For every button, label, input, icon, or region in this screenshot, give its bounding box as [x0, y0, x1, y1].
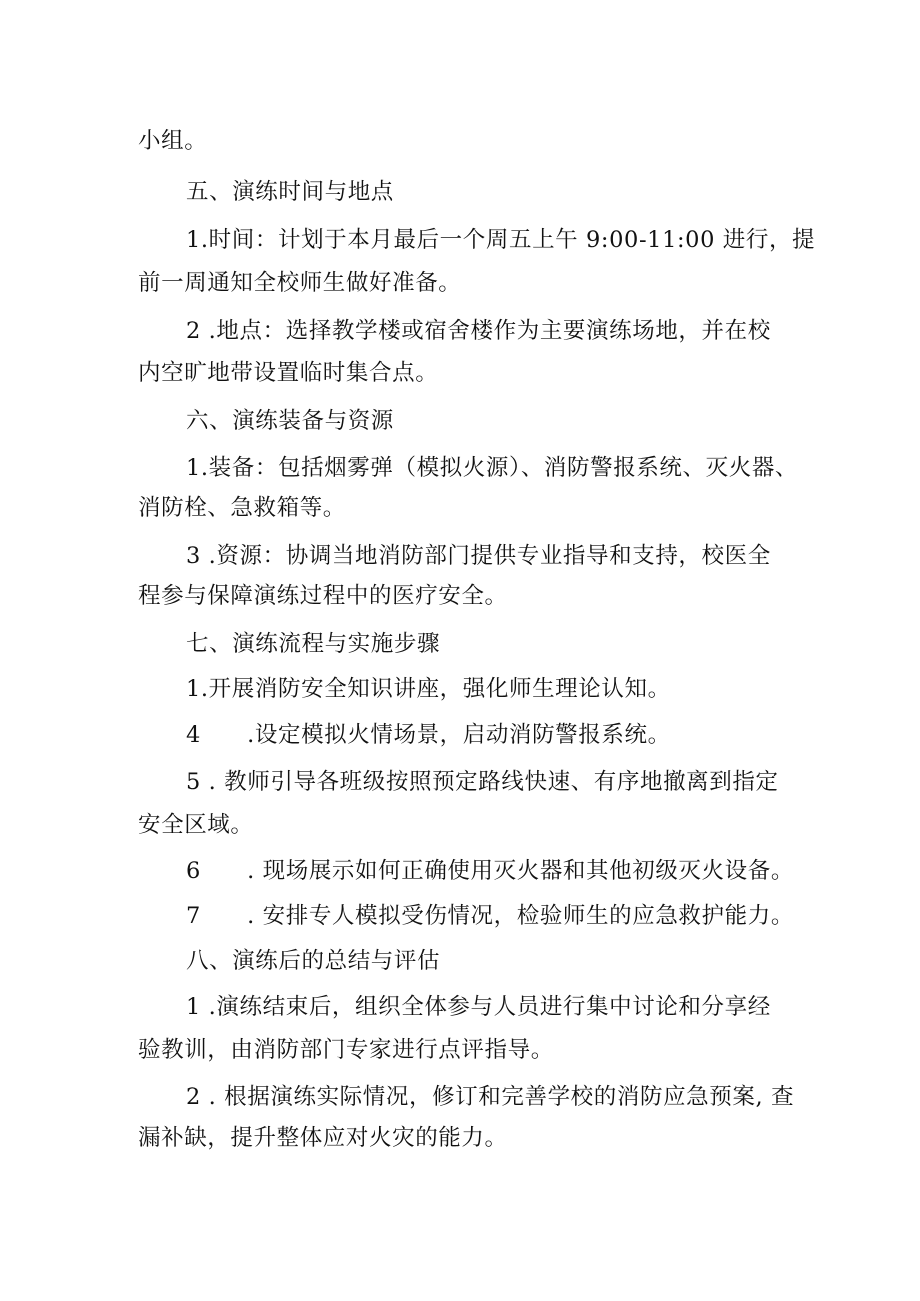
item-resources-line-1: 3 .资源：协调当地消防部门提供专业指导和支持，校医全 — [186, 543, 771, 569]
section-heading-5: 五、演练时间与地点 — [186, 179, 394, 205]
step-5-line-1: 5 . 教师引导各班级按照预定路线快速、有序地撤离到指定 — [186, 769, 779, 795]
step-7: 7 . 安排专人模拟受伤情况，检验师生的应急救护能力。 — [186, 903, 794, 929]
step-1: 1.开展消防安全知识讲座，强化师生理论认知。 — [186, 676, 671, 702]
summary-item-2-line-2: 漏补缺，提升整体应对火灾的能力。 — [138, 1125, 508, 1151]
step-6: 6 . 现场展示如何正确使用灭火器和其他初级灭火设备。 — [186, 858, 794, 884]
item-equipment-line-1: 1.装备：包括烟雾弹（模拟火源）、消防警报系统、灭火器、 — [186, 455, 799, 481]
step-5-line-2: 安全区域。 — [138, 812, 254, 838]
item-time-line-1: 1.时间：计划于本月最后一个周五上午 9:00-11:00 进行，提 — [186, 227, 816, 253]
step-4: 4 .设定模拟火情场景，启动消防警报系统。 — [186, 722, 671, 748]
item-equipment-line-2: 消防栓、急救箱等。 — [138, 495, 346, 521]
section-heading-8: 八、演练后的总结与评估 — [186, 948, 441, 974]
summary-item-2-line-1: 2 . 根据演练实际情况，修订和完善学校的消防应急预案, 查 — [186, 1084, 795, 1110]
summary-item-1-line-1: 1 .演练结束后，组织全体参与人员进行集中讨论和分享经 — [186, 994, 771, 1020]
item-location-line-1: 2 .地点：选择教学楼或宿舍楼作为主要演练场地，并在校 — [186, 318, 771, 344]
item-location-line-2: 内空旷地带设置临时集合点。 — [138, 360, 439, 386]
item-resources-line-2: 程参与保障演练过程中的医疗安全。 — [138, 583, 508, 609]
section-heading-7: 七、演练流程与实施步骤 — [186, 631, 441, 657]
summary-item-1-line-2: 验教训，由消防部门专家进行点评指导。 — [138, 1037, 554, 1063]
paragraph-continuation: 小组。 — [138, 128, 208, 154]
section-heading-6: 六、演练装备与资源 — [186, 408, 394, 434]
item-time-line-2: 前一周通知全校师生做好准备。 — [138, 270, 462, 296]
